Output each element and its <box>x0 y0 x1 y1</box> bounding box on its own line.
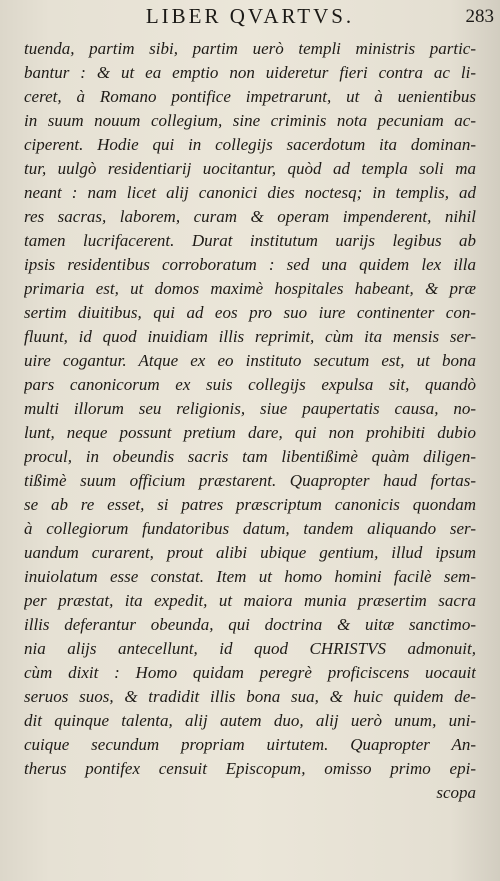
running-head: LIBER QVARTVS. <box>145 4 355 28</box>
text-line: tur, uulgò residentiarij uocitantur, quòd ad templa soli ma <box>24 159 476 178</box>
text-line: lunt, neque possunt pretium dare, qui non prohibiti dubio <box>24 423 476 442</box>
text-line: per præstat, ita expedit, ut maiora munia præsertim sacra <box>24 591 476 610</box>
text-line: uandum curarent, prout alibi ubique gentium, illud ipsum <box>24 543 476 562</box>
text-line: multi illorum seu religionis, siue paupertatis causa, no- <box>24 399 476 418</box>
page-number: 283 <box>465 6 494 27</box>
text-line: neant : nam licet alij canonici dies noctesq; in templis, ad <box>24 183 476 202</box>
text-line: tißimè suum officium præstarent. Quapropter haud fortas- <box>24 471 476 490</box>
text-line: in suum nouum collegium, sine criminis nota pecuniam ac- <box>24 111 476 130</box>
text-line: ceret, à Romano pontifice impetrarunt, ut à uenientibus <box>24 87 476 106</box>
page-header <box>0 4 500 34</box>
text-line: cùm dixit : Homo quidam peregrè proficiscens uocauit <box>24 663 476 682</box>
text-line: therus pontifex censuit Episcopum, omisso primo epi- <box>24 759 476 778</box>
text-line: nia alijs antecellunt, id quod CHRISTVS admonuit, <box>24 639 476 658</box>
text-line: tamen lucrifacerent. Durat institutum uarijs legibus ab <box>24 231 476 250</box>
text-line: dit quinque talenta, alij autem duo, alij uerò unum, uni- <box>24 711 476 730</box>
text-line: cuique secundum propriam uirtutem. Quapropter An- <box>24 735 476 754</box>
text-line: ipsis residentibus corroboratum : sed una quidem lex illa <box>24 255 476 274</box>
text-line: seruos suos, & tradidit illis bona sua, & huic quidem de- <box>24 687 476 706</box>
text-line: res sacras, laborem, curam & operam impenderent, nihil <box>24 207 476 226</box>
text-line: primaria est, ut domos maximè hospitales habeant, & præ <box>24 279 476 298</box>
text-line: fluunt, id quod inuidiam illis reprimit, cùm ita mensis ser- <box>24 327 476 346</box>
text-line: procul, in obeundis sacris tam libentißimè quàm diligen- <box>24 447 476 466</box>
text-line: illis deferantur obeunda, qui doctrina & uitæ sanctimo- <box>24 615 476 634</box>
text-line: uire cogantur. Atque ex eo instituto secutum est, ut bona <box>24 351 476 370</box>
text-line: se ab re esset, si patres præscriptum canonicis quondam <box>24 495 476 514</box>
text-line: sertim diuitibus, qui ad eos pro suo iure continenter con- <box>24 303 476 322</box>
main-text-block <box>24 37 476 805</box>
text-line: à collegiorum fundatoribus datum, tandem aliquando ser- <box>24 519 476 538</box>
text-line: bantur : & ut ea emptio non uideretur fieri contra ac li- <box>24 63 476 82</box>
text-line: ciperent. Hodie qui in collegijs sacerdotum ita dominan- <box>24 135 476 154</box>
catchword: scopa <box>436 783 476 802</box>
text-line: pars canonicorum ex suis collegijs expulsa sit, quandò <box>24 375 476 394</box>
text-line: tuenda, partim sibi, partim uerò templi ministris partic- <box>24 39 476 58</box>
text-line: inuiolatum esse constat. Item ut homo homini facilè sem- <box>24 567 476 586</box>
